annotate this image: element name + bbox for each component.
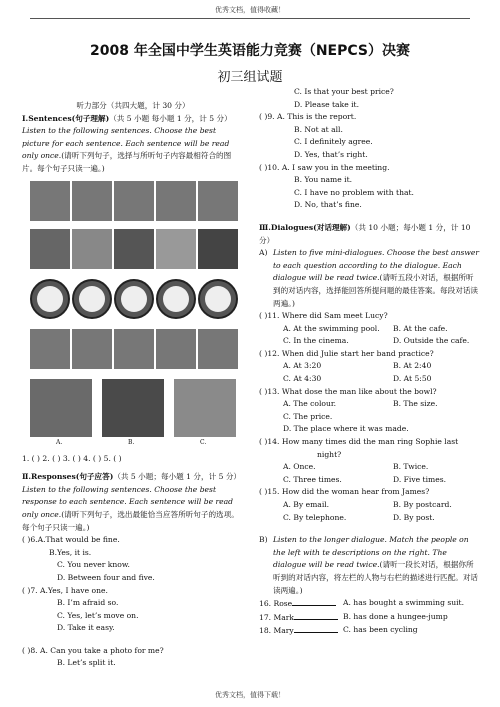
match-desc: A. has bought a swimming suit.: [343, 598, 465, 608]
section2-points: （共 5 小题；每小题 1 分，计 5 分）: [113, 472, 242, 482]
q14-options: [259, 474, 481, 487]
person-picture: [72, 329, 112, 369]
q13-option-d: D. The place where it was made.: [283, 424, 409, 434]
scarf-picture: [156, 229, 196, 269]
q6-option: C. You never know.: [57, 560, 130, 570]
picture-grid: [22, 179, 242, 449]
q14-stem[interactable]: ( )14. How many times did the man ring Sophie last: [259, 437, 459, 447]
q13-options: [259, 398, 481, 411]
q11-option-b: B. At the cafe.: [393, 323, 448, 333]
section2-title: Ⅱ.Responses(句子应答): [22, 472, 114, 482]
q13-option-a: A. The colour.: [283, 399, 337, 409]
q12-option-c: C. At 4:30: [283, 374, 322, 384]
picture-letter: A.: [56, 438, 63, 446]
person-picture: [114, 329, 154, 369]
section2-instr-cn: (请听下列句子，选出最能恰当应答所听句子的选项。每个句子只读一遍。): [22, 509, 239, 532]
glove-picture: [198, 229, 238, 269]
q15-stem[interactable]: ( )15. How did the woman hear from James?: [259, 487, 430, 497]
partB-instructions: [259, 534, 481, 597]
q12-options: [259, 373, 481, 386]
q7-option: C. Yes, let’s move on.: [57, 610, 139, 620]
q12-option-d: D. At 5:50: [393, 374, 432, 384]
listening-heading: 听力部分（共四大题，计 30 分）: [76, 101, 190, 110]
q12-option-a: A. At 3:20: [283, 361, 322, 371]
partB-label: B): [259, 535, 268, 545]
q14-option-d: D. Five times.: [393, 474, 447, 484]
match-desc: C. has been cycling: [343, 625, 418, 635]
section3-points: （共 10 小题；每小题 1 分，计 10 分）: [259, 222, 471, 245]
q7-option: B. I’m afraid so.: [57, 598, 119, 608]
section1-instr-en: Listen to the following sentences. Choose the best picture for each sentence. Each sentence will be read only once.: [22, 126, 230, 161]
q10-option: D. No, that’s fine.: [294, 200, 362, 210]
person-picture: [156, 329, 196, 369]
right-column: [259, 86, 481, 638]
q13-option-b: B. The size.: [393, 399, 438, 409]
q8-option: B. Let’s split it.: [57, 658, 116, 668]
match-name: 17. Mark: [259, 612, 295, 622]
face-picture: [114, 181, 154, 221]
clock-picture: [156, 279, 196, 319]
q6-option: D. Between four and five.: [57, 572, 155, 582]
section3-heading: [259, 222, 481, 247]
person-picture: [198, 329, 238, 369]
face-picture: [156, 181, 196, 221]
q11-stem[interactable]: ( )11. Where did Sam meet Lucy?: [259, 311, 388, 321]
q9-option: D. Yes, that’s right.: [294, 149, 368, 159]
car-picture: [102, 379, 164, 437]
page-subtitle: 初三组试题: [217, 70, 283, 85]
q11-options: [259, 323, 481, 336]
partA-instructions: [259, 247, 481, 310]
partB-instr-cn: (请听一段长对话，根据你所听到的对话内容，将左栏的人物与右栏的描述进行匹配。对话读两遍。): [273, 560, 479, 595]
partA-instr-en: Listen to five mini-dialogues. Choose the best answer to each question according to the dialogue. Each dialogue will be read twice.: [273, 248, 479, 283]
q6-stem[interactable]: ( )6.A.That would be fine.: [22, 535, 120, 545]
person-picture: [30, 329, 70, 369]
section2-instructions: [22, 484, 244, 534]
face-picture: [30, 181, 70, 221]
clock-picture: [72, 279, 112, 319]
q13-option-c: C. The price.: [283, 411, 333, 421]
clock-picture: [198, 279, 238, 319]
q9-stem[interactable]: ( )9. A. This is the report.: [259, 112, 357, 122]
match-row[interactable]: [259, 624, 481, 638]
section1-instructions: [22, 125, 244, 175]
vase-picture: [174, 379, 236, 437]
q10-option: C. I have no problem with that.: [294, 187, 414, 197]
match-blank[interactable]: [292, 597, 336, 606]
clock-picture: [30, 279, 70, 319]
q15-option-a: A. By email.: [283, 500, 330, 509]
page-title: 2008 年全国中学生英语能力竞赛（NEPCS）决赛: [90, 43, 410, 59]
q15-option-c: C. By telephone.: [283, 512, 347, 522]
picture-letter: B.: [128, 438, 135, 446]
match-name: 18. Mary: [259, 626, 294, 636]
match-name: 16. Rose: [259, 599, 293, 609]
q8-option: C. Is that your best price?: [294, 87, 394, 96]
partA-instr-cn: (请听五段小对话，根据所听到的对话内容，选择能回答所提问题的最佳答案。每段对话读两遍。): [273, 273, 479, 308]
q15-option-d: D. By post.: [393, 512, 435, 522]
left-column: [22, 100, 244, 670]
face-picture: [72, 181, 112, 221]
section1-heading: [22, 113, 244, 126]
q8-option: D. Please take it.: [294, 99, 359, 109]
q11-option-c: C. In the cinema.: [283, 336, 349, 346]
q12-option-b: B. At 2:40: [393, 361, 432, 371]
face-picture: [198, 181, 238, 221]
q13-stem[interactable]: ( )13. What dose the man like about the bowl?: [259, 386, 437, 396]
q10-option: B. You name it.: [294, 175, 353, 185]
match-desc: B. has done a hungee-jump: [343, 611, 448, 621]
section1-points: （共 5 小题 每小题 1 分，计 5 分）: [109, 113, 232, 123]
header-rule: [30, 18, 470, 19]
section3-title: Ⅲ.Dialogues(对话理解): [259, 222, 351, 232]
q14-stem-cont: night?: [317, 449, 342, 459]
shirt-picture: [72, 229, 112, 269]
match-blank[interactable]: [294, 611, 338, 620]
q14-option-c: C. Three times.: [283, 474, 342, 484]
q12-stem[interactable]: ( )12. When did Julie start her band practice?: [259, 348, 434, 358]
page-footer-note: 优秀文档，值得下载！: [215, 691, 285, 699]
q11-option-a: A. At the swimming pool.: [283, 323, 380, 333]
partA-label: A): [259, 248, 268, 258]
q11-options: [259, 335, 481, 348]
jacket-picture: [30, 229, 70, 269]
q12-options: [259, 360, 481, 373]
q15-option-b: B. By postcard.: [393, 500, 452, 509]
q15-options: [259, 499, 481, 512]
section1-title: Ⅰ.Sentences(句子理解): [22, 113, 110, 123]
q14-option-b: B. Twice.: [393, 462, 429, 472]
page-header-note: 优秀文档，值得收藏！: [215, 6, 285, 14]
section2-instr-en: Listen to the following sentences. Choose the best response to each sentence. Each sentence will be read only once.: [22, 484, 234, 519]
section1-instr-cn: (请听下列句子，选择与所听句子内容最相符合的图片。每个句子只读一遍。): [22, 151, 232, 173]
q8-stem[interactable]: ( )8. A. Can you take a photo for me?: [22, 645, 164, 655]
match-blank[interactable]: [294, 624, 338, 633]
q14-option-a: A. Once.: [283, 462, 316, 472]
q15-options: [259, 512, 481, 525]
q9-option: B. Not at all.: [294, 124, 343, 134]
q10-stem[interactable]: ( )10. A. I saw you in the meeting.: [259, 162, 390, 172]
q11-option-d: D. Outside the cafe.: [393, 336, 470, 346]
q7-stem[interactable]: ( )7. A.Yes, I have one.: [22, 585, 108, 595]
shorts-picture: [114, 229, 154, 269]
picture-letter: C.: [200, 438, 207, 446]
painting-picture: [30, 379, 92, 437]
match-row[interactable]: [259, 597, 481, 611]
clock-picture: [114, 279, 154, 319]
q6-option: B.Yes, it is.: [49, 547, 92, 557]
q14-options: [259, 461, 481, 474]
q7-option: D. Take it easy.: [57, 623, 115, 633]
q9-option: C. I definitely agree.: [294, 137, 373, 147]
section1-answer-blanks[interactable]: 1. ( ) 2. ( ) 3. ( ) 4. ( ) 5. ( ): [22, 453, 122, 463]
match-row[interactable]: [259, 611, 481, 625]
section2-heading: [22, 471, 244, 484]
partB-instr-en: Listen to the longer dialogue. Match the people on the left with te descriptions on the right. The dialogue will be read twice.: [273, 535, 469, 570]
